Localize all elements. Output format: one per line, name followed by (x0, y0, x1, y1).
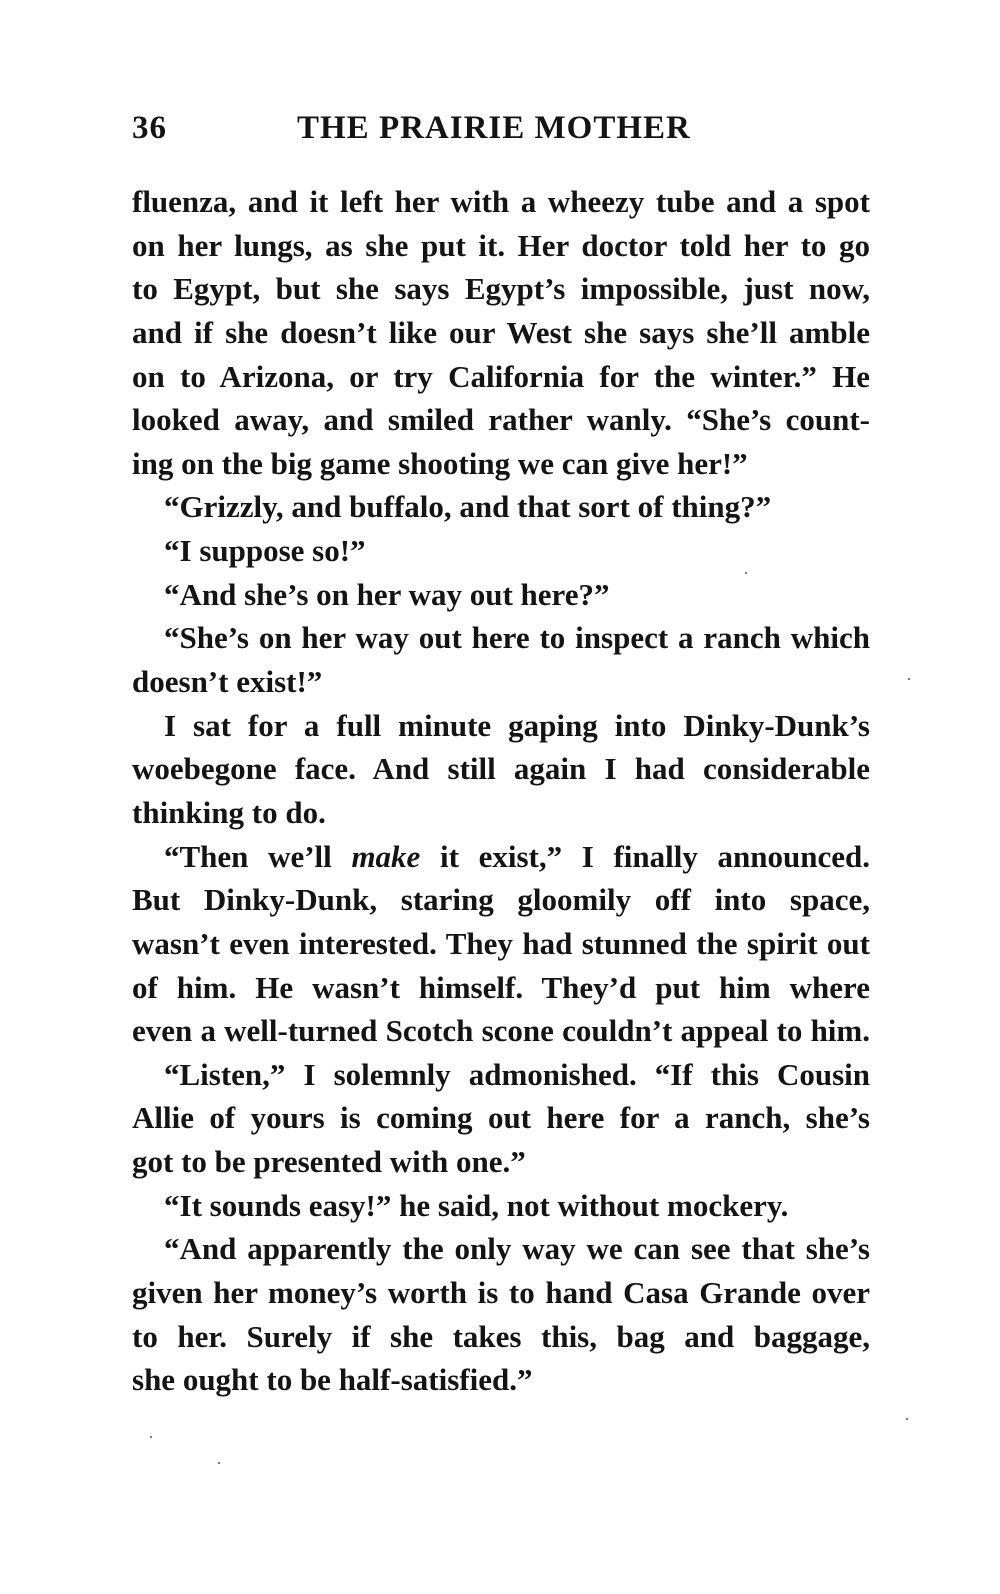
text-line: to Egypt, but she says Egypt’s impossible, just now, (132, 271, 870, 307)
scan-speck (908, 678, 910, 680)
scan-speck (745, 572, 747, 574)
text-line: wasn’t even interested. They had stunned the spirit out (132, 925, 870, 961)
scan-speck (218, 1462, 220, 1464)
text-line: fluenza, and it left her with a wheezy tube and a spot (132, 184, 870, 219)
text-line: “And apparently the only way we can see that she’s (164, 1231, 870, 1267)
running-title: THE PRAIRIE MOTHER (297, 110, 691, 146)
text-line: thinking to do. (132, 794, 326, 830)
text-line: “Listen,” I solemnly admonished. “If this Cousin (164, 1056, 870, 1092)
text-line: “It sounds easy!” he said, not without mockery. (164, 1187, 789, 1223)
text-line: “Grizzly, and buffalo, and that sort of thing?” (164, 489, 772, 525)
text-line: ing on the big game shooting we can give her!” (132, 445, 748, 481)
body-text (132, 180, 870, 1402)
text-line: given her money’s worth is to hand Casa Grande over (132, 1275, 870, 1311)
text-line: of him. He wasn’t himself. They’d put him where (132, 969, 870, 1005)
scan-speck (150, 1436, 152, 1438)
page-number: 36 (132, 110, 167, 146)
text-line: “She’s on her way out here to inspect a ranch which (164, 620, 870, 656)
text-line: on her lungs, as she put it. Her doctor told her to go (132, 227, 870, 263)
text-line: woebegone face. And still again I had considerable (132, 751, 870, 787)
text-line: Allie of yours is coming out here for a ranch, she’s (132, 1100, 870, 1136)
text-line: “I suppose so!” (164, 533, 366, 569)
text-line: on to Arizona, or try California for the winter.” He (132, 358, 870, 394)
text-line: got to be presented with one.” (132, 1144, 526, 1180)
emphasis: make (351, 838, 421, 874)
text-line: she ought to be half-satisfied.” (132, 1362, 533, 1398)
text-line: But Dinky-Dunk, staring gloomily off into space, (132, 882, 870, 918)
scan-speck (906, 1418, 908, 1420)
running-head (132, 110, 872, 154)
text-line: looked away, and smiled rather wanly. “She’s count- (132, 402, 870, 438)
text-line: even a well-turned Scotch scone couldn’t appeal to him. (132, 1013, 870, 1049)
text-line: “And she’s on her way out here?” (164, 576, 610, 612)
text-line: to her. Surely if she takes this, bag and baggage, (132, 1318, 870, 1354)
text-line: I sat for a full minute gaping into Dinky-Dunk’s (164, 707, 870, 743)
text-line: doesn’t exist!” (132, 664, 323, 700)
text-line: and if she doesn’t like our West she says she’ll amble (132, 314, 870, 350)
text-line: “Then we’ll make it exist,” I finally announced. (164, 838, 870, 874)
